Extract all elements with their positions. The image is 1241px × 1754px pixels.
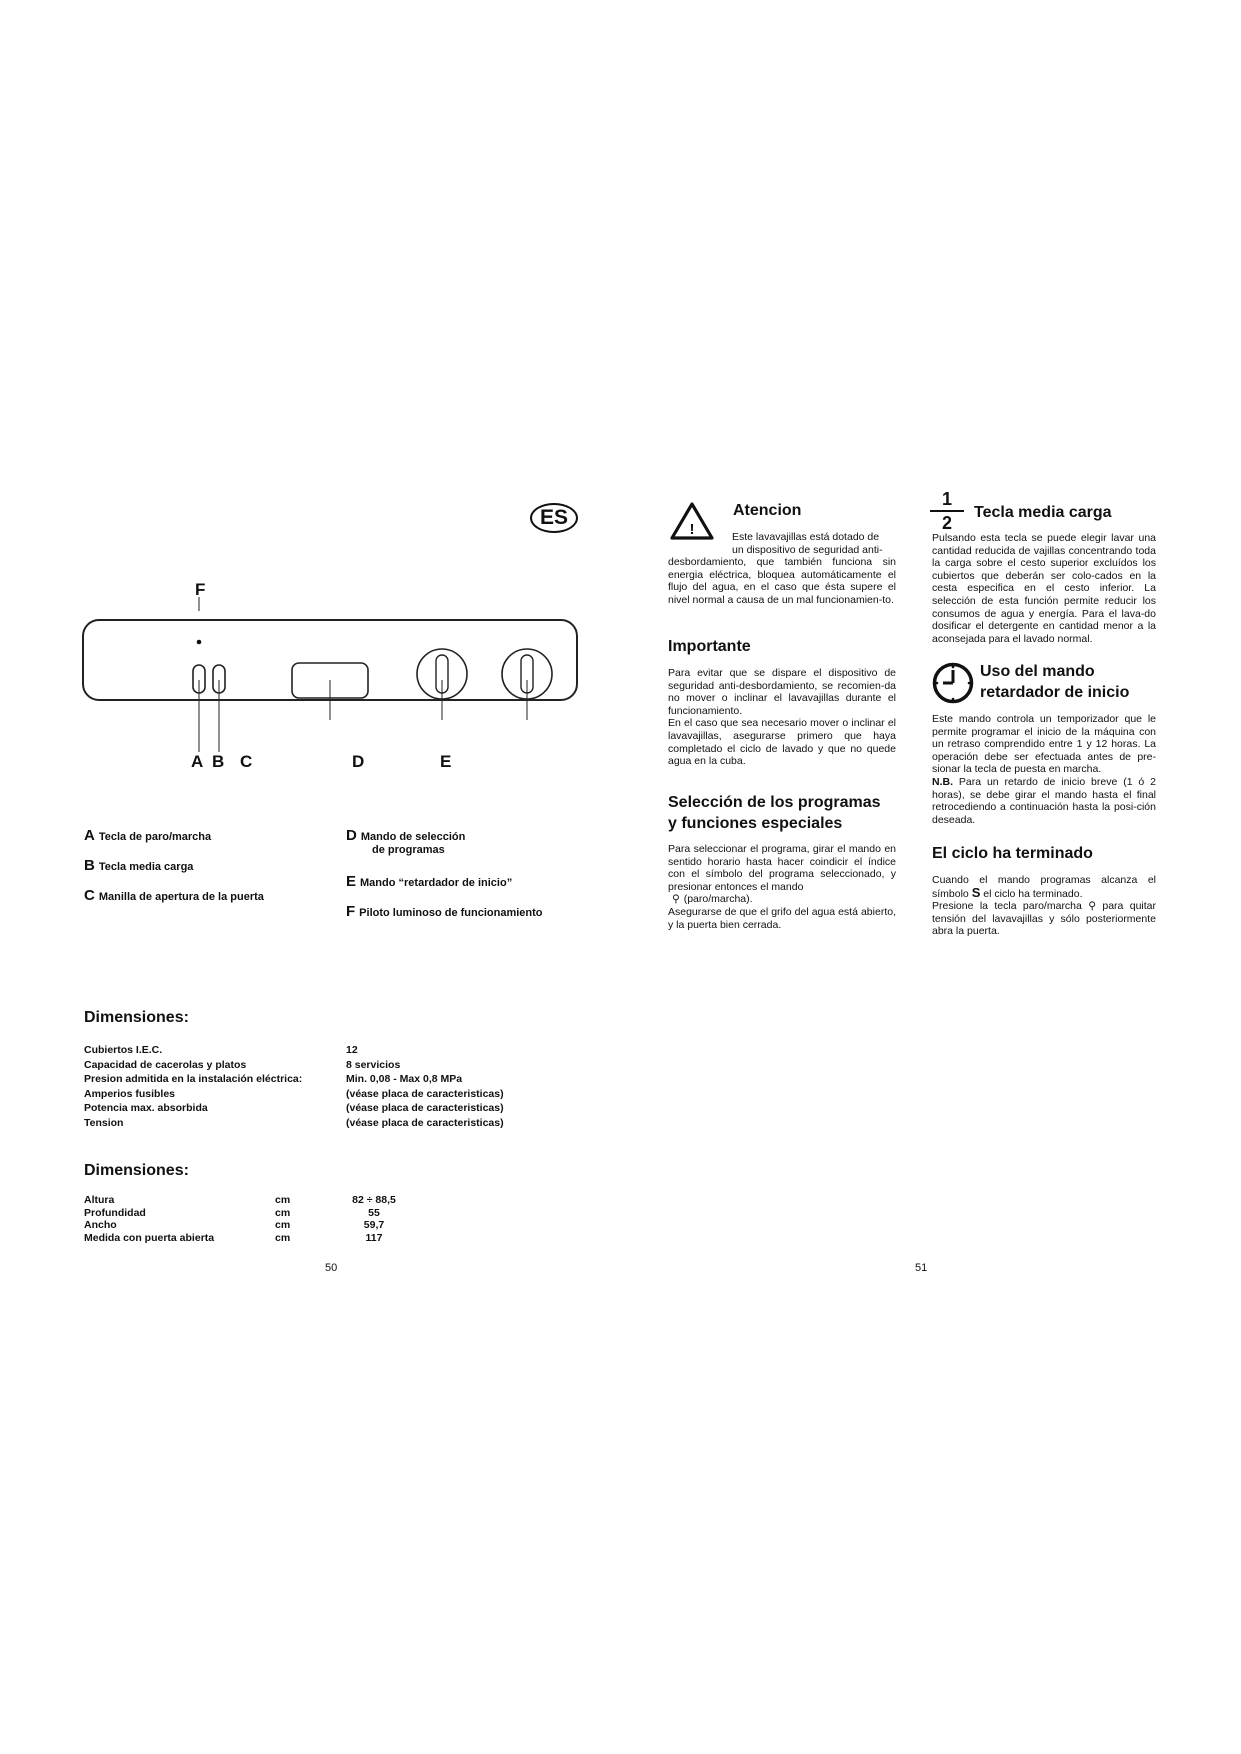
legend-d-line2: de programas [372,844,445,856]
media-carga-title: Tecla media carga [974,504,1112,521]
retardador-title-2: retardador de inicio [980,684,1130,701]
control-panel-diagram [70,575,590,775]
diagram-label-b: B [212,752,225,771]
spec-row: Presion admitida en la instalación eléctrica: Min. 0,08 - Max 0,8 MPa [84,1073,463,1085]
importante-text: Para evitar que se dispare el dispositivo de seguridad anti-desbordamiento, se recomien-da no mover o inclinar el lavavajillas durante el funcionamiento. En el caso que sea necesario mover o inclinar el lavavajillas, asegurarse primero que haya completado el ciclo de lavado y que no quede agua en la cuba. [668,667,896,768]
dimension-row: Medida con puerta abierta cm 117 [84,1231,383,1244]
retardador-text: Este mando controla un temporizador que le permite programar el inicio de la máquina con un retraso comprendido entre 1 y 12 horas. La operación debe ser efectuada antes de pre-sionar la tecla de puesta en marcha. N.B. Para un retardo de inicio breve (1 ó 2 horas), se debe girar el mando hasta el final retrocediendo a continuación hasta la posi-ción deseada. [932,713,1156,826]
importante-title: Importante [668,638,751,655]
legend-f: F Piloto luminoso de funcionamiento [346,903,543,920]
page-number-left: 50 [325,1262,338,1274]
legend-d: D Mando de selección [346,827,466,844]
media-carga-text: Pulsando esta tecla se puede elegir lavar una cantidad reducida de vajillas concentrando toda la carga sobre el cesto superior excluídos los cubiertos que deberán ser colo-cados en la cesta especifica en el cesto inferior. La selección de esta función permite reducir los consumos de agua y energía. Para el lava-do dosificar el detergente en cantidad menor a la aconsejada para el lavado normal. [932,532,1156,645]
seleccion-title-2: y funciones especiales [668,815,843,832]
atencion-text: Este lavavajillas está dotado de un dispositivo de seguridad anti- desbordamiento, que también funciona sin energia eléctrica, bloquea automáticamente el flujo del agua, en el caso que ésta supere el nivel normal a causa de un mal funcionamien-to. [668,531,896,606]
diagram-label-d: D [352,752,365,771]
legend-c: C Manilla de apertura de la puerta [84,887,264,904]
indicator-light [197,640,202,645]
retardador-title-1: Uso del mando [980,663,1095,680]
half-load-fraction-icon: 1 2 [930,490,964,532]
dimension-row: Ancho cm 59,7 [84,1219,385,1232]
seleccion-title-1: Selección de los programas [668,794,881,811]
dimension-row: Altura cm 82 ÷ 88,5 [84,1194,396,1206]
diagram-label-a: A [191,752,204,771]
diagram-label-f: F [195,580,206,599]
specs-title: Dimensiones: [84,1009,189,1026]
spec-row: Potencia max. absorbida (véase placa de caracteristicas) [84,1102,504,1114]
legend-a: A Tecla de paro/marcha [84,827,212,844]
power-symbol-icon: ⚲ [672,893,680,906]
legend-e: E Mando “retardador de inicio” [346,873,513,890]
power-symbol-icon: ⚲ [1088,900,1096,913]
page-number-right: 51 [915,1262,928,1274]
clock-icon [932,662,974,704]
dimensions-title: Dimensiones: [84,1162,189,1179]
atencion-title: Atencion [733,502,802,519]
seleccion-text: Para seleccionar el programa, girar el mando en sentido horario hasta hacer coindicir el índice con el símbolo del programa seleccionado, y presionar entonces el mando ⚲ (paro/marcha). Asegurarse de que el grifo del agua está abierto, y la puerta bien cerrada. [668,843,896,931]
spec-row: Cubiertos I.E.C. 12 [84,1044,358,1056]
dimensions-table [84,1194,484,1244]
spec-row: Tension (véase placa de caracteristicas) [84,1116,504,1129]
svg-text:!: ! [689,521,695,538]
end-symbol: S [971,884,981,900]
diagram-label-e: E [440,752,452,771]
legend-b: B Tecla media carga [84,857,194,874]
language-badge [530,503,578,533]
ciclo-text: Cuando el mando programas alcanza el símbolo S el ciclo ha terminado. Presione la tecla paro/marcha ⚲ para quitar tensión del lavavajillas y sólo posteriormente abra la puerta. [932,874,1157,938]
spec-row: Amperios fusibles (véase placa de caracteristicas) [84,1087,504,1100]
spec-row: Capacidad de cacerolas y platos 8 servicios [84,1058,401,1071]
diagram-label-c: C [240,752,253,771]
ciclo-title: El ciclo ha terminado [932,845,1093,862]
dimension-row: Profundidad cm 55 [84,1206,380,1219]
language-badge-text: ES [539,506,568,529]
specs-table [84,1043,544,1130]
